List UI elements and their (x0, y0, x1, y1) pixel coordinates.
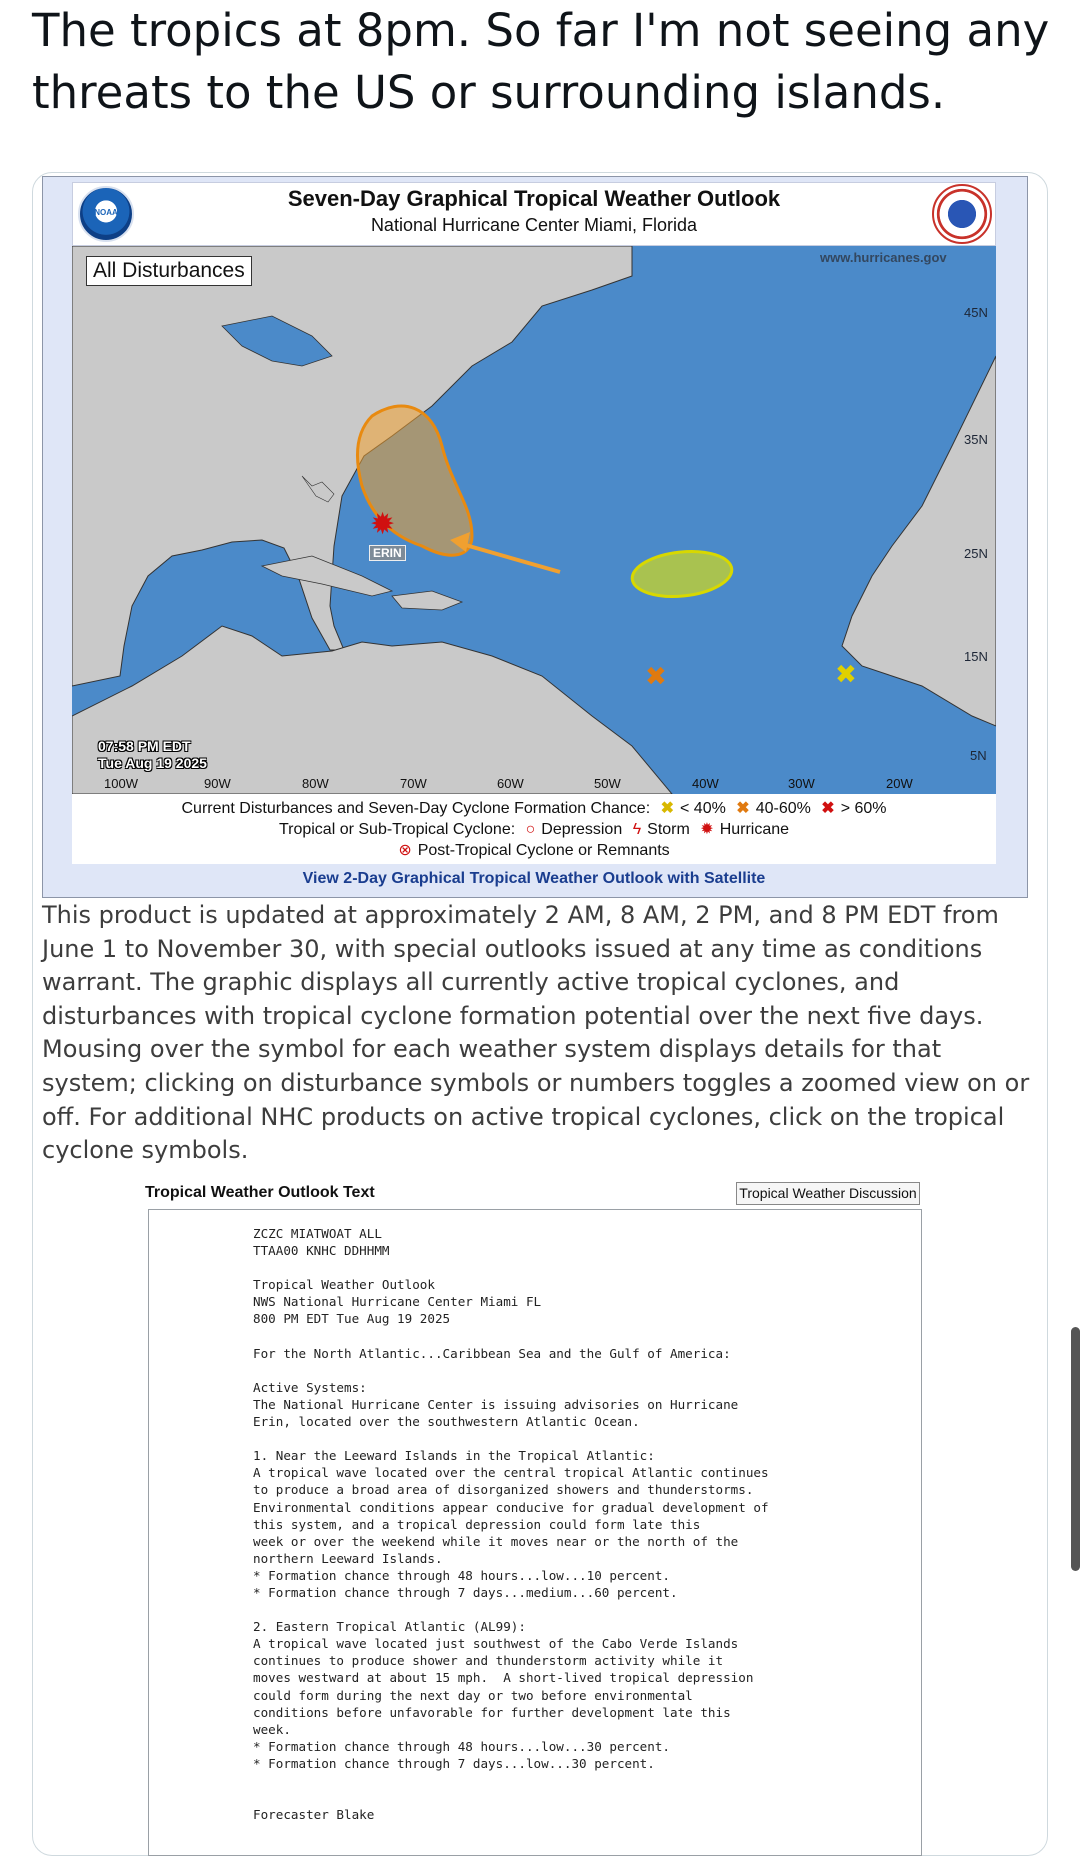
lat-label: 35N (964, 432, 988, 447)
disturbance-1-track (462, 544, 560, 572)
lon-label: 20W (886, 776, 913, 791)
medium-chance-icon: ✖ (736, 800, 750, 817)
lon-label: 90W (204, 776, 231, 791)
outlook-title: Seven-Day Graphical Tropical Weather Outlook (287, 186, 781, 211)
post-tropical-icon: ⊗ (398, 842, 412, 859)
storm-label-erin[interactable]: ERIN (369, 545, 406, 561)
low-chance-icon: ✖ (660, 800, 675, 817)
legend-depression: Depression (541, 821, 623, 838)
longitude-axis (72, 776, 996, 794)
lon-label: 50W (594, 776, 621, 791)
lon-label: 100W (104, 776, 138, 791)
hurricane-icon[interactable]: ✹ (370, 508, 396, 541)
product-description: This product is updated at approximately 2 AM, 8 AM, 2 PM, and 8 PM EDT from June 1 to November 30, with special outlooks issued at any time as conditions warrant. The graphic displays all currently active tropical cyclones, and disturbances with tropical cyclone formation potential over the next five days. Mousing over the symbol for each weather system displays details for that system; clicking on disturbance symbols or numbers toggles a zoomed view on or off. For additional NHC products on active tropical cyclones, click on the tropical cyclone symbols. (42, 901, 1030, 1165)
lat-label: 45N (964, 305, 988, 320)
legend-low: < 40% (680, 800, 726, 817)
outlook-text-heading: Tropical Weather Outlook Text (145, 1184, 375, 1201)
land-north-america (72, 246, 632, 686)
legend-line-cyclone (72, 819, 996, 839)
lon-label: 70W (400, 776, 427, 791)
land-africa (842, 356, 996, 726)
outlook-subtitle: National Hurricane Center Miami, Florida (370, 215, 698, 235)
bulletin-text: ZCZC MIATWOAT ALL TTAA00 KNHC DDHHMM Tropical Weather Outlook NWS National Hurricane Center Miami FL 800 PM EDT Tue Aug 19 2025 For the North Atlantic...Caribbean Sea and the Gulf of America: Active Systems: The National Hurricane Center is issuing advisories on Hurricane Erin, located over the southwestern Atlantic Ocean. 1. Near the Leeward Islands in the Tropical Atlantic: A tropical wave located over the central tropical Atlantic continues to produce a broad area of disorganized showers and thunderstorms. Environmental conditions appear conducive for gradual development of this system, and a tropical depression could form late this week or over the weekend while it moves near or the north of the northern Leeward Islands. * Formation chance through 48 hours...low...10 percent. * Formation chance through 7 days...medium...60 percent. 2. Eastern Tropical Atlantic (AL99): A tropical wave located just southwest of the Cabo Verde Islands continues to produce shower and thunderstorm activity while it moves westward at about 15 mph. A short-lived tropical depression could form during the next day or two before environmental conditions before unfavorable for further development late this week. * Formation chance through 48 hours...low...30 percent. * Formation chance through 7 days...low...30 percent. Forecaster Blake (253, 1226, 769, 1823)
legend-formation-label: Current Disturbances and Seven-Day Cyclone Formation Chance: (181, 800, 651, 817)
map-svg (72, 246, 996, 794)
disturbance-2-marker-icon[interactable]: ✖ (835, 659, 857, 689)
legend-high: > 60% (840, 800, 887, 817)
hispaniola (392, 591, 462, 610)
noaa-logo: NOAA (78, 186, 134, 242)
outlook-legend (72, 794, 996, 864)
storm-icon: ϟ (632, 821, 642, 838)
disturbance-2-area (630, 547, 734, 601)
lon-label: 30W (788, 776, 815, 791)
lon-label: 80W (302, 776, 329, 791)
legend-cyclone-label: Tropical or Sub-Tropical Cyclone: (278, 821, 516, 838)
tropical-weather-discussion-button[interactable]: Tropical Weather Discussion (736, 1182, 920, 1205)
disturbance-1-marker-icon[interactable]: ✖ (645, 661, 667, 691)
lat-label: 5N (970, 748, 987, 763)
legend-line-formation (72, 798, 996, 818)
page-scrollbar[interactable] (1071, 1327, 1080, 1571)
depression-icon: ○ (525, 821, 536, 838)
nws-logo (932, 184, 992, 244)
legend-hurricane: Hurricane (719, 821, 790, 838)
timestamp-time: 07:58 PM EDT (98, 738, 191, 754)
legend-post-tropical: Post-Tropical Cyclone or Remnants (417, 842, 670, 859)
lat-label: 25N (964, 546, 988, 561)
view-selector[interactable]: All Disturbances (86, 256, 252, 286)
legend-medium: 40-60% (755, 800, 811, 817)
site-url[interactable]: www.hurricanes.gov (820, 250, 947, 265)
timestamp-date: Tue Aug 19 2025 (98, 755, 207, 771)
post-text: The tropics at 8pm. So far I'm not seeing any threats to the US or surrounding islands. (32, 4, 1050, 119)
lon-label: 40W (692, 776, 719, 791)
legend-storm: Storm (647, 821, 690, 838)
lat-label: 15N (964, 649, 988, 664)
hurricane-legend-icon: ✹ (700, 821, 714, 838)
outlook-map[interactable] (72, 246, 996, 794)
legend-line-post-tropical (72, 840, 996, 860)
two-day-outlook-link[interactable]: View 2-Day Graphical Tropical Weather Outlook with Satellite (302, 870, 766, 887)
high-chance-icon: ✖ (821, 800, 835, 817)
lon-label: 60W (497, 776, 524, 791)
timestamp (98, 738, 207, 772)
